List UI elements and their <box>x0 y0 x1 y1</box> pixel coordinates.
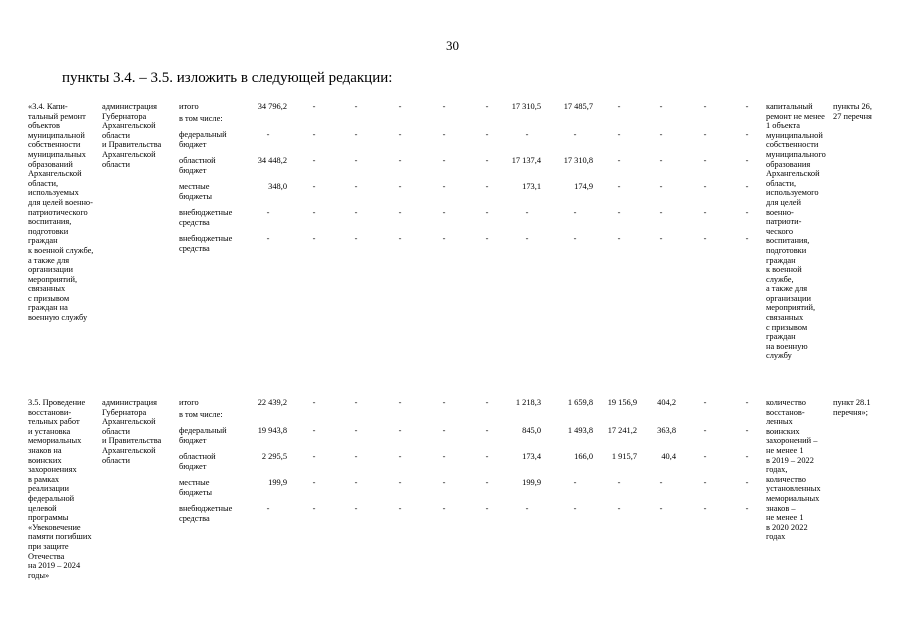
funding-cell: - <box>442 182 446 191</box>
funding-cell: - <box>573 504 577 513</box>
funding-cell: - <box>573 130 577 139</box>
funding-cell: 19 943,8 <box>257 426 287 435</box>
funding-cell: - <box>442 398 446 407</box>
funding-cell: - <box>442 504 446 513</box>
funding-source-label: внебюджетные средства <box>179 504 233 523</box>
funding-cell: - <box>354 156 358 165</box>
funding-source-label: в том числе: <box>179 410 223 419</box>
funding-cell: - <box>659 182 663 191</box>
funding-source-label: итого <box>179 398 199 407</box>
funding-cell: - <box>266 130 270 139</box>
funding-source-label: федеральный бюджет <box>179 426 227 445</box>
funding-source-label: областной бюджет <box>179 156 216 175</box>
funding-cell: - <box>745 130 749 139</box>
funding-cell: - <box>354 102 358 111</box>
funding-cell: - <box>312 504 316 513</box>
funding-cell: - <box>485 130 489 139</box>
funding-cell: - <box>312 452 316 461</box>
funding-cell: 404,2 <box>657 398 676 407</box>
funding-cell: 173,4 <box>522 452 541 461</box>
funding-cell: - <box>617 208 621 217</box>
funding-cell: - <box>617 234 621 243</box>
funding-cell: - <box>485 102 489 111</box>
funding-cell: - <box>398 504 402 513</box>
funding-cell: - <box>525 208 529 217</box>
indicator: количество восстанов- ленных воинских захоронений – не менее 1 в 2019 – 2022 годах, количество установленных мемориальных знаков – не менее 1 в 2020 2022 годах <box>766 398 821 542</box>
funding-cell: 1 218,3 <box>515 398 541 407</box>
funding-cell: - <box>354 398 358 407</box>
funding-cell: - <box>354 504 358 513</box>
funding-cell: - <box>442 452 446 461</box>
funding-cell: 40,4 <box>661 452 676 461</box>
funding-cell: - <box>659 156 663 165</box>
funding-cell: - <box>312 130 316 139</box>
funding-cell: - <box>354 234 358 243</box>
funding-cell: 173,1 <box>522 182 541 191</box>
funding-cell: - <box>398 426 402 435</box>
funding-cell: - <box>398 452 402 461</box>
funding-cell: - <box>659 102 663 111</box>
funding-cell: 1 915,7 <box>611 452 637 461</box>
funding-cell: - <box>354 208 358 217</box>
funding-cell: - <box>485 156 489 165</box>
funding-cell: - <box>398 156 402 165</box>
funding-cell: - <box>354 452 358 461</box>
funding-cell: 199,9 <box>268 478 287 487</box>
funding-cell: - <box>312 156 316 165</box>
funding-cell: - <box>659 208 663 217</box>
funding-cell: 22 439,2 <box>257 398 287 407</box>
funding-cell: - <box>659 130 663 139</box>
funding-cell: - <box>745 478 749 487</box>
funding-cell: - <box>659 234 663 243</box>
funding-cell: - <box>398 398 402 407</box>
funding-cell: 34 448,2 <box>257 156 287 165</box>
funding-cell: - <box>573 208 577 217</box>
funding-cell: - <box>703 208 707 217</box>
funding-cell: - <box>617 504 621 513</box>
funding-cell: - <box>398 208 402 217</box>
funding-cell: - <box>703 452 707 461</box>
funding-cell: - <box>442 102 446 111</box>
funding-cell: - <box>703 102 707 111</box>
funding-cell: - <box>617 182 621 191</box>
funding-cell: 17 241,2 <box>607 426 637 435</box>
funding-cell: - <box>659 478 663 487</box>
funding-cell: - <box>485 208 489 217</box>
funding-cell: - <box>703 426 707 435</box>
funding-cell: - <box>745 234 749 243</box>
funding-cell: 1 659,8 <box>567 398 593 407</box>
indicator: капитальный ремонт не менее 1 объекта муниципальной собственности муниципального образования Архангельской области, используемого для целей военно- патриоти- ческого воспитания, подготовки граждан к военной службе, а также для организации мероприятий, связанных с призывом граждан на военную службу <box>766 102 826 361</box>
funding-cell: 174,9 <box>574 182 593 191</box>
funding-cell: - <box>617 102 621 111</box>
funding-cell: 166,0 <box>574 452 593 461</box>
funding-cell: 845,0 <box>522 426 541 435</box>
activity-name: «3.4. Капи- тальный ремонт объектов муниципальной собственности муниципальных образований Архангельской области, используемых для целей военно- патриотического воспитания, подготовки граждан к военной службе, а также для организации мероприятий, связанных с призывом граждан на военную службу <box>28 102 94 323</box>
intro-text: пункты 3.4. – 3.5. изложить в следующей редакции: <box>62 70 393 86</box>
funding-cell: - <box>617 478 621 487</box>
funding-cell: - <box>442 208 446 217</box>
funding-cell: - <box>485 478 489 487</box>
funding-cell: - <box>703 504 707 513</box>
funding-cell: - <box>266 234 270 243</box>
funding-cell: 17 485,7 <box>563 102 593 111</box>
funding-source-label: местные бюджеты <box>179 478 213 497</box>
funding-cell: - <box>354 478 358 487</box>
funding-cell: - <box>312 478 316 487</box>
funding-cell: - <box>312 426 316 435</box>
funding-cell: - <box>266 504 270 513</box>
funding-cell: - <box>354 182 358 191</box>
funding-cell: 17 310,8 <box>563 156 593 165</box>
funding-cell: - <box>525 130 529 139</box>
funding-cell: - <box>485 504 489 513</box>
funding-cell: 1 493,8 <box>567 426 593 435</box>
funding-cell: - <box>745 426 749 435</box>
funding-cell: - <box>312 102 316 111</box>
funding-source-label: местные бюджеты <box>179 182 213 201</box>
funding-cell: 199,9 <box>522 478 541 487</box>
funding-cell: 17 310,5 <box>511 102 541 111</box>
funding-cell: - <box>312 398 316 407</box>
funding-cell: - <box>525 504 529 513</box>
page-number: 30 <box>446 38 459 53</box>
funding-cell: - <box>398 182 402 191</box>
funding-cell: - <box>745 398 749 407</box>
funding-cell: - <box>312 234 316 243</box>
funding-source-label: областной бюджет <box>179 452 216 471</box>
funding-cell: - <box>573 478 577 487</box>
funding-cell: - <box>266 208 270 217</box>
funding-cell: - <box>442 426 446 435</box>
funding-cell: - <box>703 156 707 165</box>
funding-cell: - <box>398 234 402 243</box>
plan-link: пункт 28.1 перечня»; <box>833 398 871 417</box>
funding-source-label: в том числе: <box>179 114 223 123</box>
funding-source-label: федеральный бюджет <box>179 130 227 149</box>
funding-cell: - <box>745 102 749 111</box>
funding-cell: - <box>659 504 663 513</box>
funding-cell: 348,0 <box>268 182 287 191</box>
funding-cell: - <box>354 130 358 139</box>
funding-cell: - <box>703 130 707 139</box>
funding-cell: - <box>442 234 446 243</box>
funding-cell: 363,8 <box>657 426 676 435</box>
funding-source-label: внебюджетные средства <box>179 208 233 227</box>
funding-cell: - <box>442 130 446 139</box>
executor: администрация Губернатора Архангельской области и Правительства Архангельской области <box>102 102 162 169</box>
funding-source-label: итого <box>179 102 199 111</box>
funding-cell: 17 137,4 <box>511 156 541 165</box>
funding-cell: - <box>703 478 707 487</box>
funding-cell: - <box>617 156 621 165</box>
funding-cell: - <box>398 102 402 111</box>
executor: администрация Губернатора Архангельской области и Правительства Архангельской области <box>102 398 162 465</box>
funding-cell: - <box>485 398 489 407</box>
funding-cell: - <box>573 234 577 243</box>
funding-cell: - <box>745 504 749 513</box>
funding-cell: - <box>703 234 707 243</box>
funding-cell: 34 796,2 <box>257 102 287 111</box>
plan-link: пункты 26, 27 перечня <box>833 102 872 121</box>
funding-cell: - <box>398 130 402 139</box>
funding-cell: - <box>398 478 402 487</box>
funding-cell: - <box>485 234 489 243</box>
funding-cell: - <box>485 452 489 461</box>
funding-cell: - <box>485 182 489 191</box>
funding-cell: - <box>703 182 707 191</box>
funding-cell: - <box>617 130 621 139</box>
funding-cell: - <box>485 426 489 435</box>
funding-cell: - <box>525 234 529 243</box>
funding-cell: - <box>312 182 316 191</box>
funding-cell: - <box>442 478 446 487</box>
funding-cell: - <box>745 452 749 461</box>
funding-cell: - <box>703 398 707 407</box>
funding-cell: - <box>312 208 316 217</box>
funding-cell: - <box>354 426 358 435</box>
funding-cell: 19 156,9 <box>607 398 637 407</box>
funding-cell: 2 295,5 <box>261 452 287 461</box>
activity-name: 3.5. Проведение восстанови- тельных работ и установка мемориальных знаков на воинских захоронениях в рамках реализации федеральной целевой программы «Увековечение памяти погибших при защите Отечества на 2019 – 2024 годы» <box>28 398 92 580</box>
funding-cell: - <box>745 208 749 217</box>
funding-source-label: внебюджетные средства <box>179 234 233 253</box>
funding-cell: - <box>745 156 749 165</box>
funding-cell: - <box>442 156 446 165</box>
funding-cell: - <box>745 182 749 191</box>
